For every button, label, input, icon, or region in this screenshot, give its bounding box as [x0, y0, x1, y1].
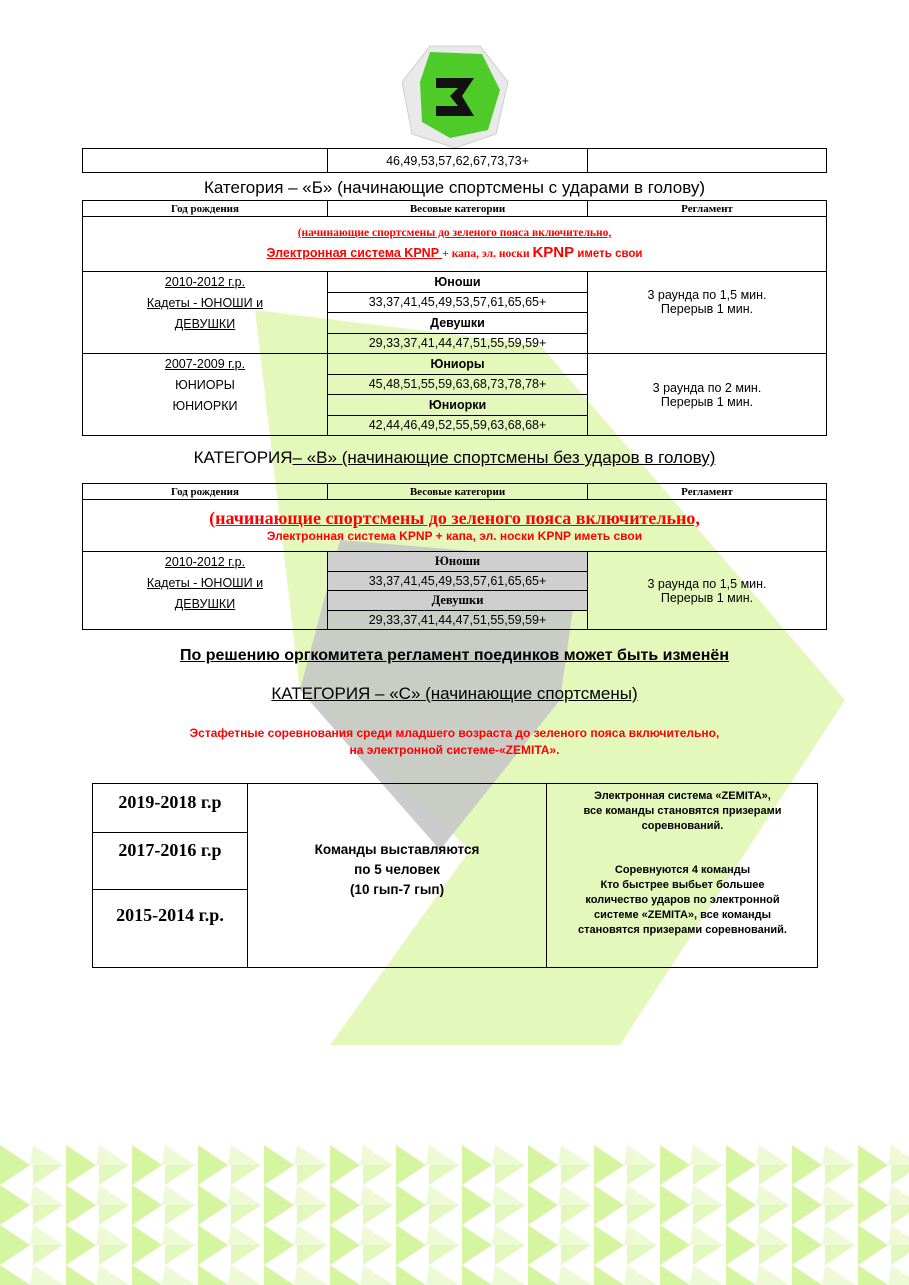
cat-v-group-years: [83, 552, 328, 630]
teams-line3: (10 гып-7 гып): [349, 882, 445, 897]
note-part-a: Электронная система KPNP: [266, 246, 443, 260]
group-years-label: 2010-2012 г.р.: [164, 555, 246, 569]
cat-c-table: [92, 783, 818, 968]
group-name-line2: ЮНИОРКИ: [172, 399, 238, 413]
group-name-line2: ДЕВУШКИ: [174, 597, 236, 611]
cat-b-group1-regulation: [588, 272, 827, 354]
header-weights: Весовые категории: [328, 484, 588, 500]
top-continuation-table: [82, 148, 827, 173]
cat-v-note-line1: (начинающие спортсмены до зеленого пояса включительно,: [209, 508, 700, 528]
cat-b-note-line2: [85, 244, 824, 261]
right-bottom-line1: Соревнуются 4 команды: [614, 864, 751, 876]
cat-v-note-line2: Электронная система KPNP + капа, эл. носки KPNP иметь свои: [266, 529, 643, 543]
right-bottom-line3: количество ударов по электронной: [585, 894, 780, 906]
zemita-logo-icon: [400, 42, 510, 150]
cat-c-relay-note: [0, 725, 909, 759]
cat-b-note-line1: (начинающие спортсмены до зеленого пояса включительно,: [297, 227, 612, 239]
group-years-label: 2010-2012 г.р.: [164, 275, 246, 289]
cat-v-group-regulation: [588, 552, 827, 630]
cat-b-table: [82, 200, 827, 436]
cat-v-sub-yunoshi: Юноши: [328, 552, 588, 572]
right-bottom-line4: системе «ZEMITA», все команды: [594, 909, 771, 921]
cat-v-title: [0, 448, 909, 468]
cat-b-group2-regulation: [588, 354, 827, 436]
header-year: Год рождения: [83, 484, 328, 500]
group-name-line1: Кадеты - ЮНОШИ и: [146, 576, 264, 590]
regulation-rounds: 3 раунда по 1,5 мин.: [647, 287, 767, 302]
cat-b-weights-yunoshi: 33,37,41,45,49,53,57,61,65,65+: [328, 292, 588, 313]
cat-b-title: Категория – «Б» (начинающие спортсмены с ударами в голову): [203, 178, 706, 197]
cat-b-group2-years: [83, 354, 328, 436]
regulation-rounds: 3 раунда по 2 мин.: [652, 380, 762, 395]
right-top-line1: Электронная система «ZEMITA»,: [594, 790, 771, 802]
header-weights: Весовые категории: [328, 201, 588, 217]
teams-line1: Команды выставляются: [314, 842, 480, 857]
cat-v-table: [82, 483, 827, 630]
cat-b-note: [83, 217, 827, 272]
cat-c-right-bottom: [548, 863, 817, 938]
cat-c-right-top: [548, 789, 817, 834]
cat-v-sub-devushki: Девушки: [328, 591, 588, 611]
regulation-break: Перерыв 1 мин.: [660, 394, 754, 409]
right-bottom-line2: Кто быстрее выбьет большее: [600, 879, 765, 891]
top-weights-cell: 46,49,53,57,62,67,73,73+: [328, 149, 588, 173]
cat-c-year-3: 2015-2014 г.р.: [116, 905, 224, 925]
cat-b-sub-yuniorki: Юниорки: [328, 395, 588, 416]
cat-c-year-1: 2019-2018 г.р: [118, 792, 222, 812]
top-empty-cell-right: [588, 149, 827, 173]
cat-b-sub-devushki: Девушки: [328, 313, 588, 334]
group-name-line2: ДЕВУШКИ: [174, 317, 236, 331]
relay-line1: Эстафетные соревнования среди младшего возраста до зеленого пояса включительно,: [189, 726, 720, 740]
right-top-line3: соревнований.: [641, 820, 724, 832]
note-part-d: иметь свои: [574, 248, 643, 260]
note-part-b: + капа, эл. носки: [442, 248, 533, 260]
cat-b-weights-yuniory: 45,48,51,55,59,63,68,73,78,78+: [328, 374, 588, 395]
group-name-line1: ЮНИОРЫ: [175, 378, 235, 392]
header-year: Год рождения: [83, 201, 328, 217]
right-top-line2: все команды становятся призерами: [583, 805, 782, 817]
regulation-rounds: 3 раунда по 1,5 мин.: [647, 576, 767, 591]
header-regulation: Регламент: [588, 484, 827, 500]
regulation-break: Перерыв 1 мин.: [660, 590, 754, 605]
cat-b-sub-yuniory: Юниоры: [328, 354, 588, 375]
cat-c-teams: [248, 840, 546, 900]
cat-v-weights-yunoshi: 33,37,41,45,49,53,57,61,65,65+: [328, 571, 588, 591]
regulation-break: Перерыв 1 мин.: [660, 301, 754, 316]
cat-b-group1-years: [83, 272, 328, 354]
cat-c-title: КАТЕГОРИЯ – «С» (начинающие спортсмены): [271, 684, 638, 703]
cat-v-title-b: – «В» (начинающие спортсмены без ударов в голову): [292, 448, 716, 467]
top-empty-cell: [83, 149, 328, 173]
group-name-line1: Кадеты - ЮНОШИ и: [146, 296, 264, 310]
cat-b-sub-yunoshi: Юноши: [328, 272, 588, 293]
cat-v-title-a: КАТЕГОРИЯ: [193, 448, 293, 467]
cat-c-year-2: 2017-2016 г.р: [118, 840, 222, 860]
relay-line2: на электронной системе-«ZEMITA».: [349, 743, 560, 757]
right-bottom-line5: становятся призерами соревнований.: [578, 924, 787, 936]
notice-text: По решению оргкомитета регламент поединков может быть изменён: [179, 647, 729, 664]
cat-v-note: [83, 500, 827, 552]
teams-line2: по 5 человек: [354, 862, 440, 877]
cat-v-weights-devushki: 29,33,37,41,44,47,51,55,59,59+: [328, 610, 588, 630]
header-regulation: Регламент: [588, 201, 827, 217]
cat-b-weights-yuniorki: 42,44,46,49,52,55,59,63,68,68+: [328, 415, 588, 436]
group-years-label: 2007-2009 г.р.: [164, 357, 246, 371]
cat-b-weights-devushki: 29,33,37,41,44,47,51,55,59,59+: [328, 333, 588, 354]
note-part-c: KPNP: [532, 244, 575, 261]
